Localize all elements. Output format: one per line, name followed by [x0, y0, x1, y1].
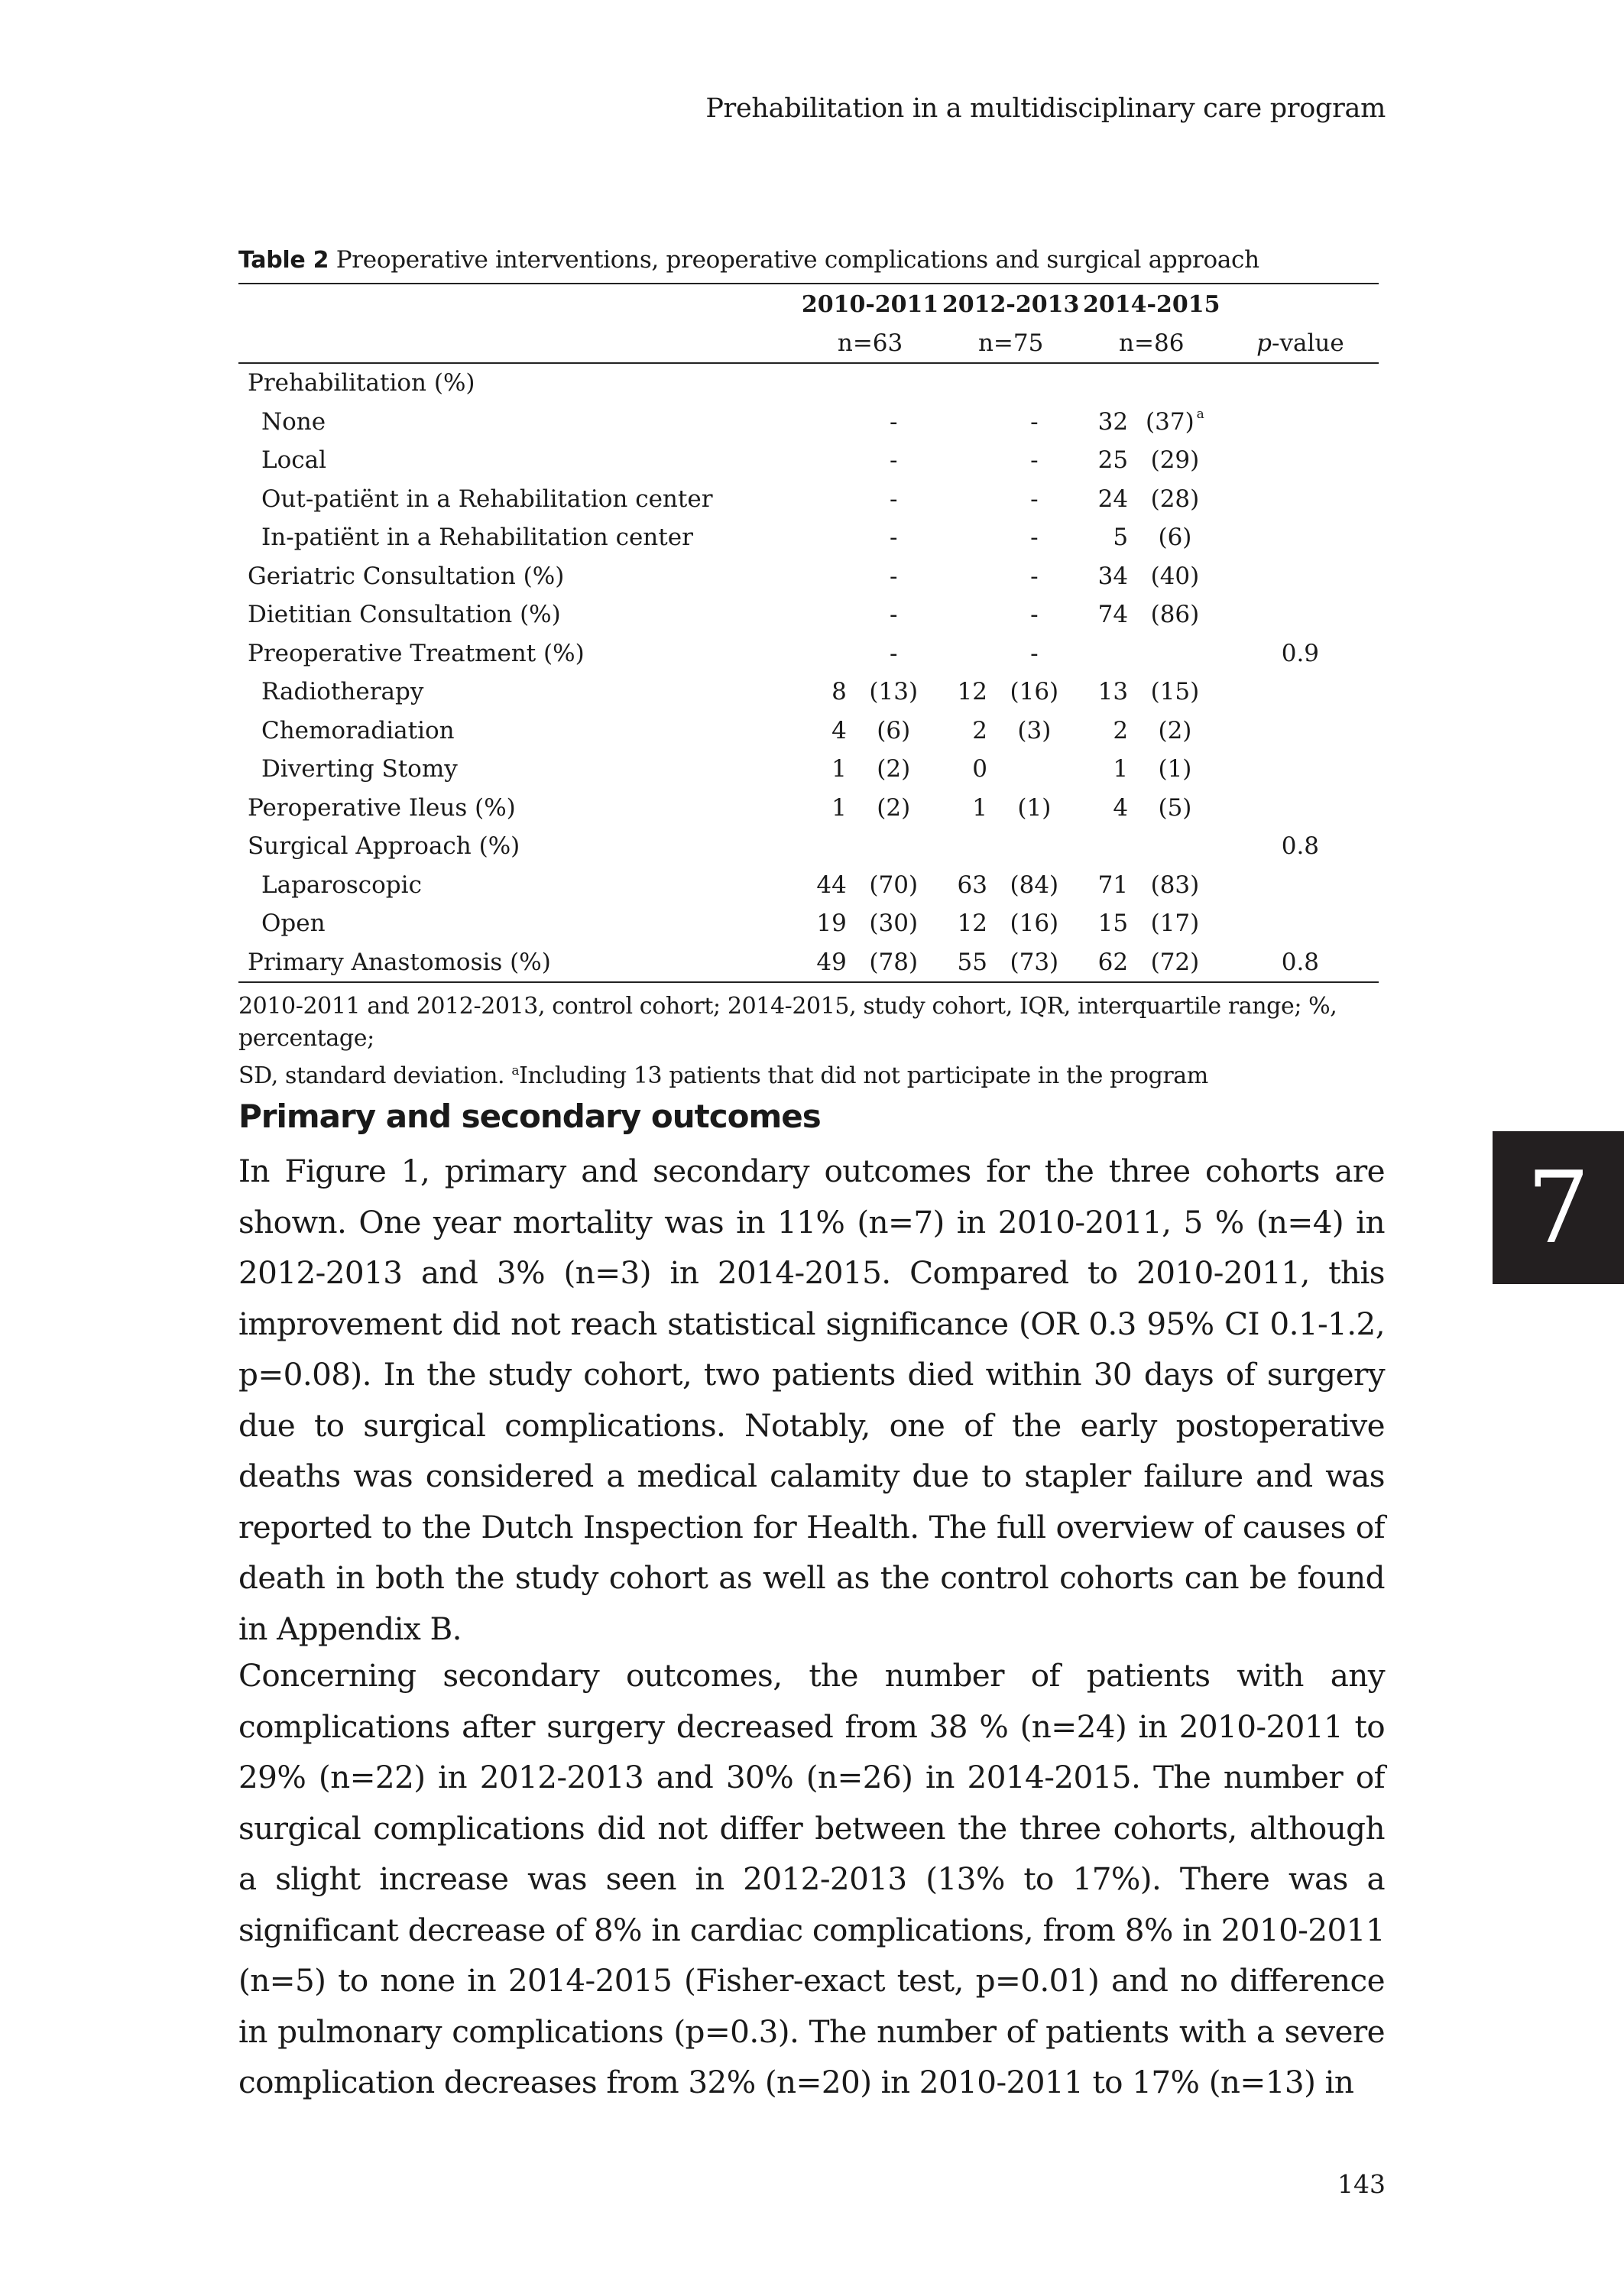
- row-label: None: [261, 407, 326, 436]
- table-cell: 55: [941, 943, 987, 983]
- table-cell: (5): [1158, 793, 1192, 822]
- pvalue-cell: 0.8: [1281, 832, 1320, 861]
- pvalue-cell: [1222, 750, 1379, 789]
- table-cell: 4: [1113, 793, 1129, 822]
- table-cell: -: [1030, 639, 1039, 667]
- table-cell: 8: [831, 678, 847, 706]
- row-label: Local: [261, 446, 327, 475]
- table-cell: 34: [1097, 562, 1129, 590]
- table-row: [238, 827, 1379, 866]
- table-cell: (6): [1158, 524, 1192, 552]
- table-cell: [800, 441, 847, 480]
- table-cell: [847, 827, 941, 866]
- year-header: 2014-2015: [1081, 284, 1222, 324]
- table-cell: [941, 480, 987, 519]
- table-cell: (6): [877, 716, 911, 744]
- table-row: [238, 363, 1379, 403]
- table-cell: 1: [831, 755, 847, 783]
- row-label: Surgical Approach (%): [248, 832, 520, 861]
- body-paragraph: In Figure 1, primary and secondary outcomes for the three cohorts are shown. One year mortality was in 11% (n=7) in 2010-2011, 5 % (n=4) in 2012-2013 and 3% (n=3) in 2014-2015. Compared to 2010-2011, this improvement did not reach statistical significance (OR 0.3 95% CI 0.1-1.2, p=0.08). In the study cohort, two patients died within 30 days of surgery due to surgical complications. Notably, one of the early postoperative deaths was considered a medical calamity due to stapler failure and was reported to the Dutch Inspection for Health. The full overview of causes of death in both the study cohort as well as the control cohorts can be found in Appendix B.: [238, 1153, 1385, 1647]
- table-cell: [1081, 827, 1128, 866]
- header-row-years: [238, 284, 1379, 324]
- table-cell: [941, 441, 987, 480]
- n-header: n=75: [941, 324, 1081, 363]
- table-cell: -: [1030, 446, 1039, 475]
- table-row: [238, 480, 1379, 519]
- table-2: [238, 246, 1379, 1092]
- pvalue-cell: [1222, 789, 1379, 828]
- table-cell: (84): [1010, 871, 1059, 899]
- table-cell: (28): [1150, 485, 1200, 513]
- row-label: Geriatric Consultation (%): [248, 562, 565, 590]
- table-cell: -: [1030, 562, 1039, 590]
- table-row: [238, 904, 1379, 943]
- table-cell: 15: [1097, 910, 1129, 938]
- year-header: 2012-2013: [941, 284, 1081, 324]
- table-cell: 24: [1097, 485, 1129, 513]
- row-label: Preoperative Treatment (%): [248, 639, 585, 667]
- table-caption-label: Table 2: [238, 247, 329, 274]
- table-cell: 4: [831, 716, 847, 744]
- table-cell: (37) $^a$: [1146, 406, 1204, 436]
- table-cell: -: [890, 562, 898, 590]
- table-cell: [987, 827, 1081, 866]
- year-header: 2010-2011: [800, 284, 941, 324]
- table-cell: (30): [869, 910, 919, 938]
- pvalue-cell: [1222, 480, 1379, 519]
- table-cell: (13): [869, 678, 919, 706]
- table-cell: [1128, 634, 1222, 673]
- row-label: Chemoradiation: [261, 716, 455, 744]
- table-cell: (72): [1128, 943, 1222, 983]
- table-row: [238, 634, 1379, 673]
- table-caption: [238, 246, 1379, 274]
- footnote-line-1: 2010-2011 and 2012-2013, control cohort; 2014-2015, study cohort, IQR, interquartile range; %, percentage;: [238, 993, 1337, 1052]
- table-cell: 63: [957, 871, 987, 899]
- table-row: [238, 673, 1379, 712]
- table-cell: 25: [1097, 446, 1129, 475]
- page-number: 143: [1337, 2169, 1386, 2199]
- table-cell: -: [890, 639, 898, 667]
- pvalue-cell: [1222, 595, 1379, 634]
- table-cell: 12: [957, 678, 987, 706]
- table-cell: [941, 518, 987, 557]
- row-label: Primary Anastomosis (%): [238, 943, 800, 983]
- table-cell: [800, 827, 847, 866]
- table-cell: (15): [1150, 678, 1200, 706]
- table-cell: 12: [957, 910, 987, 938]
- table-cell: 2: [1113, 716, 1129, 744]
- table-cell: [1128, 827, 1222, 866]
- row-label: Laparoscopic: [261, 871, 422, 899]
- table-cell: (16): [1010, 910, 1059, 938]
- table-cell: [800, 595, 847, 634]
- table-row: [238, 441, 1379, 480]
- n-header: n=86: [1081, 324, 1222, 363]
- table-cell: [941, 595, 987, 634]
- row-label: Prehabilitation (%): [248, 369, 475, 397]
- table-body: [238, 363, 1379, 982]
- table-cell: -: [1030, 524, 1039, 552]
- table-cell: -: [1030, 407, 1039, 436]
- table-cell: [1081, 634, 1128, 673]
- row-label: Peroperative Ileus (%): [248, 793, 516, 822]
- table-row: [238, 866, 1379, 905]
- table-cell: (1): [1017, 793, 1052, 822]
- n-header: n=63: [800, 324, 941, 363]
- pvalue-cell: [1222, 673, 1379, 712]
- table-cell: 49: [800, 943, 847, 983]
- pvalue-cell: [1222, 403, 1379, 442]
- table-cell: [847, 363, 941, 403]
- table-cell: -: [1030, 485, 1039, 513]
- table-cell: [800, 363, 847, 403]
- table-cell: 2: [972, 716, 987, 744]
- table-cell: 13: [1097, 678, 1129, 706]
- table-cell: -: [890, 524, 898, 552]
- table-row: [238, 789, 1379, 828]
- table-cell: [800, 518, 847, 557]
- table-cell: [941, 827, 987, 866]
- pvalue-cell: [1222, 441, 1379, 480]
- table-cell: -: [890, 446, 898, 475]
- table-cell: (3): [1017, 716, 1052, 744]
- table-cell: 62: [1081, 943, 1128, 983]
- pvalue-cell: [1222, 866, 1379, 905]
- pvalue-cell: [1222, 712, 1379, 751]
- table-row: [238, 595, 1379, 634]
- row-label: Diverting Stomy: [261, 755, 458, 783]
- row-label: In-patiënt in a Rehabilitation center: [261, 524, 693, 552]
- table-cell: (83): [1150, 871, 1200, 899]
- table-cell: -: [890, 485, 898, 513]
- table-cell: (40): [1150, 562, 1200, 590]
- table-cell: (1): [1158, 755, 1192, 783]
- pvalue-cell: [1222, 363, 1379, 403]
- pvalue-cell: [1222, 557, 1379, 596]
- pvalue-cell: 0.8: [1222, 943, 1379, 983]
- pvalue-header: p-value: [1222, 324, 1379, 363]
- table-cell: (70): [869, 871, 919, 899]
- row-label: Open: [261, 910, 326, 938]
- table-cell: 1: [831, 793, 847, 822]
- header-row-n: [238, 324, 1379, 363]
- table-cell: (17): [1150, 910, 1200, 938]
- chapter-thumb-tab: 7: [1493, 1131, 1624, 1284]
- pvalue-cell: [1222, 518, 1379, 557]
- table-cell: (16): [1010, 678, 1059, 706]
- table-cell: [941, 403, 987, 442]
- table-cell: 1: [972, 793, 987, 822]
- table-cell: (73): [987, 943, 1081, 983]
- table-cell: -: [890, 601, 898, 629]
- table-row: [238, 750, 1379, 789]
- table-cell: (2): [877, 755, 911, 783]
- pvalue-cell: 0.9: [1281, 639, 1320, 667]
- table-cell: [800, 403, 847, 442]
- table-row: [238, 712, 1379, 751]
- table-row: [238, 518, 1379, 557]
- table-row: [238, 403, 1379, 442]
- table-row: [238, 943, 1379, 983]
- table-cell: 1: [1113, 755, 1129, 783]
- table-cell: [1128, 363, 1222, 403]
- pvalue-cell: [1222, 904, 1379, 943]
- table-cell: 71: [1097, 871, 1129, 899]
- table-cell: (2): [1158, 716, 1192, 744]
- table-cell: [1081, 363, 1128, 403]
- table-cell: -: [1030, 601, 1039, 629]
- table-cell: [987, 750, 1081, 789]
- table-cell: [800, 480, 847, 519]
- footnote-marker: a: [1196, 406, 1204, 422]
- data-table: [238, 283, 1379, 983]
- table-cell: [941, 557, 987, 596]
- table-cell: [800, 634, 847, 673]
- row-label: Dietitian Consultation (%): [248, 601, 561, 629]
- row-label: Radiotherapy: [261, 678, 424, 706]
- table-cell: (2): [877, 793, 911, 822]
- table-cell: (78): [847, 943, 941, 983]
- table-cell: (29): [1150, 446, 1200, 475]
- table-cell: (86): [1150, 601, 1200, 629]
- table-row: [238, 557, 1379, 596]
- table-cell: [987, 363, 1081, 403]
- table-cell: 19: [816, 910, 847, 938]
- running-head: Prehabilitation in a multidisciplinary care program: [705, 93, 1386, 124]
- body-paragraph: Concerning secondary outcomes, the number of patients with any complications after surgery decreased from 38 % (n=24) in 2010-2011 to 29% (n=22) in 2012-2013 and 30% (n=26) in 2014-2015. The number of surgical complications did not differ between the three cohorts, although a slight increase was seen in 2012-2013 (13% to 17%). There was a significant decrease of 8% in cardiac complications, from 8% in 2010-2011 (n=5) to none in 2014-2015 (Fisher-exact test, p=0.01) and no difference in pulmonary complications (p=0.3). The number of patients with a severe complication decreases from 32% (n=20) in 2010-2011 to 17% (n=13) in: [238, 1657, 1385, 2100]
- row-label: Out-patiënt in a Rehabilitation center: [261, 485, 713, 513]
- table-cell: [941, 634, 987, 673]
- footnote-line-2: SD, standard deviation. $^a$Including 13 patients that did not participate in the program: [238, 1062, 1208, 1089]
- table-cell: 32: [1097, 407, 1129, 436]
- table-cell: -: [890, 407, 898, 436]
- table-caption-text: Preoperative interventions, preoperative complications and surgical approach: [335, 246, 1259, 274]
- table-cell: 0: [972, 755, 987, 783]
- table-cell: 74: [1097, 601, 1129, 629]
- table-cell: [800, 557, 847, 596]
- table-cell: [941, 363, 987, 403]
- table-cell: 44: [816, 871, 847, 899]
- section-title: Primary and secondary outcomes: [238, 1098, 821, 1135]
- table-cell: 5: [1113, 524, 1129, 552]
- table-footnote: [238, 991, 1379, 1092]
